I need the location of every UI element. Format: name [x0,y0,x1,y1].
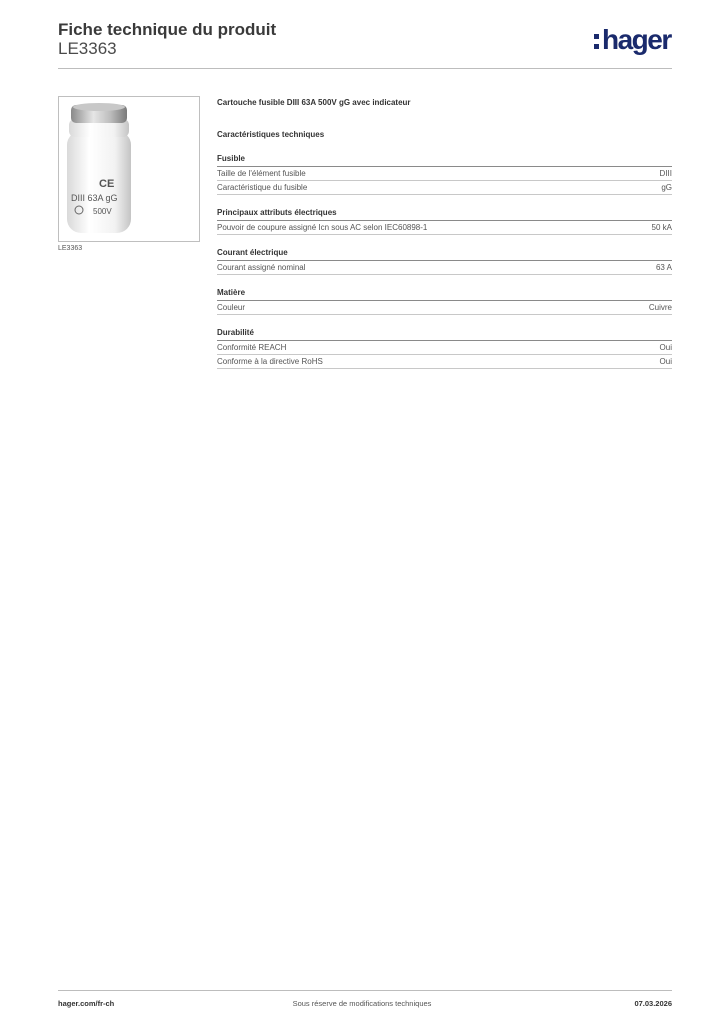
product-details [217,96,672,369]
footer-divider [58,990,672,991]
footer-date: 07.03.2026 [634,999,672,1008]
spec-row [217,261,672,275]
hager-logo [594,26,674,58]
spec-value: Oui [659,357,672,366]
spec-group-material [217,287,672,315]
product-code: LE3363 [58,39,117,58]
spec-value: 50 kA [651,223,672,232]
spec-row [217,355,672,369]
spec-label: Courant assigné nominal [217,263,306,272]
specs-heading: Caractéristiques techniques [217,130,325,139]
spec-label: Caractéristique du fusible [217,183,308,192]
fuse-ce-mark: CE [99,178,115,190]
spec-value: DIII [659,169,672,178]
spec-group-electrical [217,207,672,235]
page-title: Fiche technique du produit [58,20,277,39]
spec-row [217,301,672,315]
spec-label: Couleur [217,303,246,312]
logo-dots-icon [594,34,600,54]
spec-value: 63 A [655,263,672,272]
fuse-cartridge-image [59,97,199,241]
footer-notice: Sous réserve de modifications techniques [292,999,432,1008]
spec-label: Conforme à la directive RoHS [217,357,323,366]
spec-label: Taille de l'élément fusible [217,169,306,178]
spec-row [217,167,672,181]
fuse-rating-text: DIII 63A gG [71,193,118,203]
group-title: Matière [217,287,672,301]
group-title: Principaux attributs électriques [217,207,672,221]
spec-value: Cuivre [648,303,672,312]
spec-value: gG [661,183,672,192]
spec-group-current [217,247,672,275]
spec-label: Conformité REACH [217,343,287,352]
header-divider [58,68,672,69]
product-image-caption: LE3363 [58,245,83,252]
product-image-frame [58,96,200,242]
spec-row [217,181,672,195]
spec-label: Pouvoir de coupure assigné Icn sous AC selon IEC60898-1 [217,223,428,232]
spec-group-durability [217,327,672,369]
footer-website-link[interactable]: hager.com/fr-ch [58,999,115,1008]
logo-text: hager [602,24,671,55]
group-title: Durabilité [217,327,672,341]
spec-row [217,221,672,235]
fuse-cap-top [73,103,125,111]
group-title: Courant électrique [217,247,672,261]
fuse-voltage-text: 500V [93,207,112,216]
group-title: Fusible [217,153,672,167]
spec-group-fusible [217,153,672,195]
spec-row [217,341,672,355]
spec-value: Oui [659,343,672,352]
product-description: Cartouche fusible DIII 63A 500V gG avec indicateur [217,98,411,107]
